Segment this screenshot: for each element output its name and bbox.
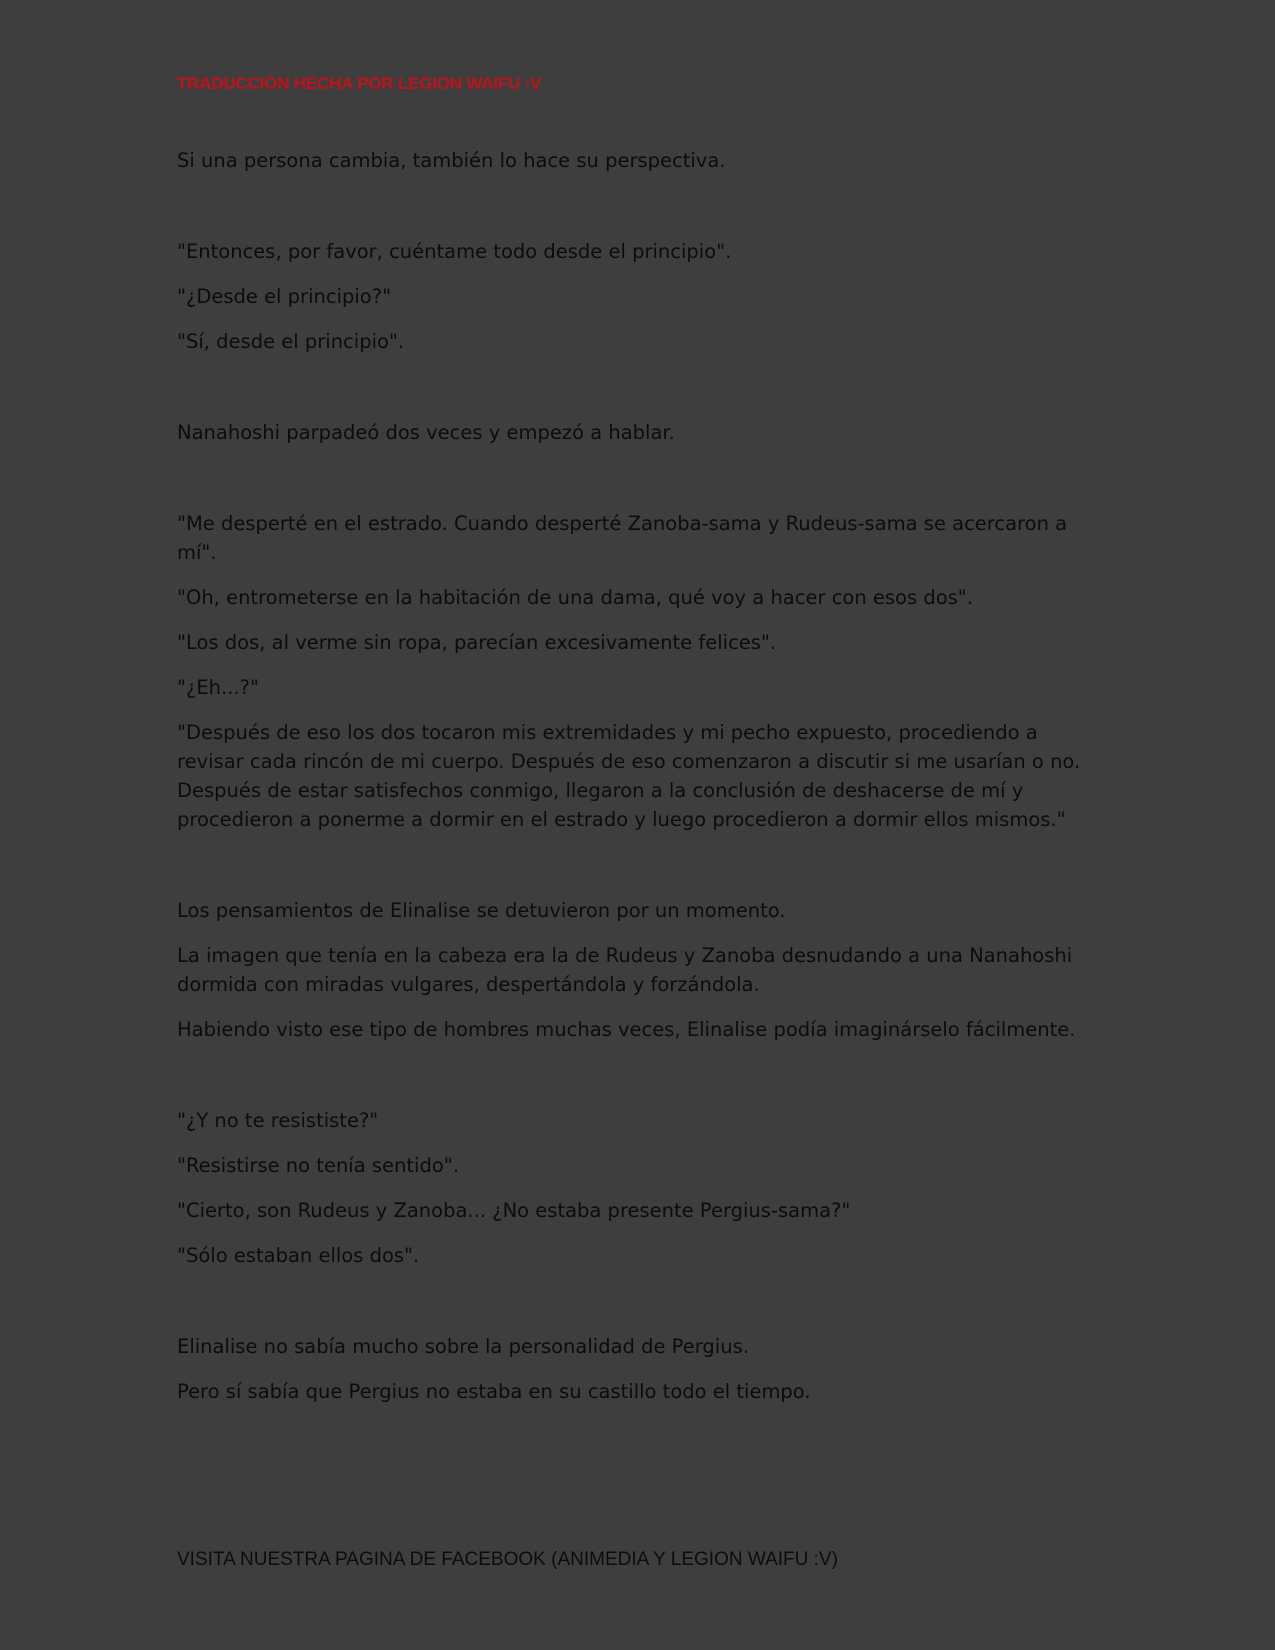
paragraph: "Cierto, son Rudeus y Zanoba... ¿No estaba presente Pergius-sama?" xyxy=(177,1199,851,1222)
paragraph: Nanahoshi parpadeó dos veces y empezó a hablar. xyxy=(177,421,675,444)
paragraph: Los pensamientos de Elinalise se detuvieron por un momento. xyxy=(177,899,786,922)
paragraph: "Sólo estaban ellos dos". xyxy=(177,1244,420,1267)
paragraph: Elinalise no sabía mucho sobre la personalidad de Pergius. xyxy=(177,1335,749,1358)
paragraph: Habiendo visto ese tipo de hombres muchas veces, Elinalise podía imaginárselo fácilmente. xyxy=(177,1018,1076,1041)
paragraph: "¿Desde el principio?" xyxy=(177,285,392,308)
paragraph: "Me desperté en el estrado. Cuando desperté Zanoba-sama y Rudeus-sama se acercaron a mí". xyxy=(177,512,1068,564)
paragraph: "¿Y no te resististe?" xyxy=(177,1109,379,1132)
paragraph: "Después de eso los dos tocaron mis extremidades y mi pecho expuesto, procediendo a revisar cada rincón de mi cuerpo. Después de eso comenzaron a discutir si me usarían o no. Después de estar satisfechos conmigo, llegaron a la conclusión de deshacerse de mí y procedieron a ponerme a dormir en el estrado y luego procedieron a dormir ellos mismos." xyxy=(177,721,1081,831)
paragraph: "Sí, desde el principio". xyxy=(177,330,405,353)
paragraph: "Entonces, por favor, cuéntame todo desde el principio". xyxy=(177,240,732,263)
paragraph: "¿Eh...?" xyxy=(177,676,259,699)
paragraph: Pero sí sabía que Pergius no estaba en su castillo todo el tiempo. xyxy=(177,1380,811,1403)
paragraph: "Oh, entrometerse en la habitación de una dama, qué voy a hacer con esos dos". xyxy=(177,586,973,609)
document-body xyxy=(177,74,1102,1422)
paragraph: La imagen que tenía en la cabeza era la de Rudeus y Zanoba desnudando a una Nanahoshi dormida con miradas vulgares, despertándola y forzándola. xyxy=(177,944,1073,996)
paragraph: "Los dos, al verme sin ropa, parecían excesivamente felices". xyxy=(177,631,777,654)
paragraph: Si una persona cambia, también lo hace su perspectiva. xyxy=(177,149,726,172)
facebook-page-note: VISITA NUESTRA PAGINA DE FACEBOOK (ANIMEDIA Y LEGION WAIFU :V) xyxy=(177,1549,838,1570)
paragraph: "Resistirse no tenía sentido". xyxy=(177,1154,459,1177)
translation-credit: TRADUCCIÓN HECHA POR LEGION WAIFU :V xyxy=(177,74,542,93)
